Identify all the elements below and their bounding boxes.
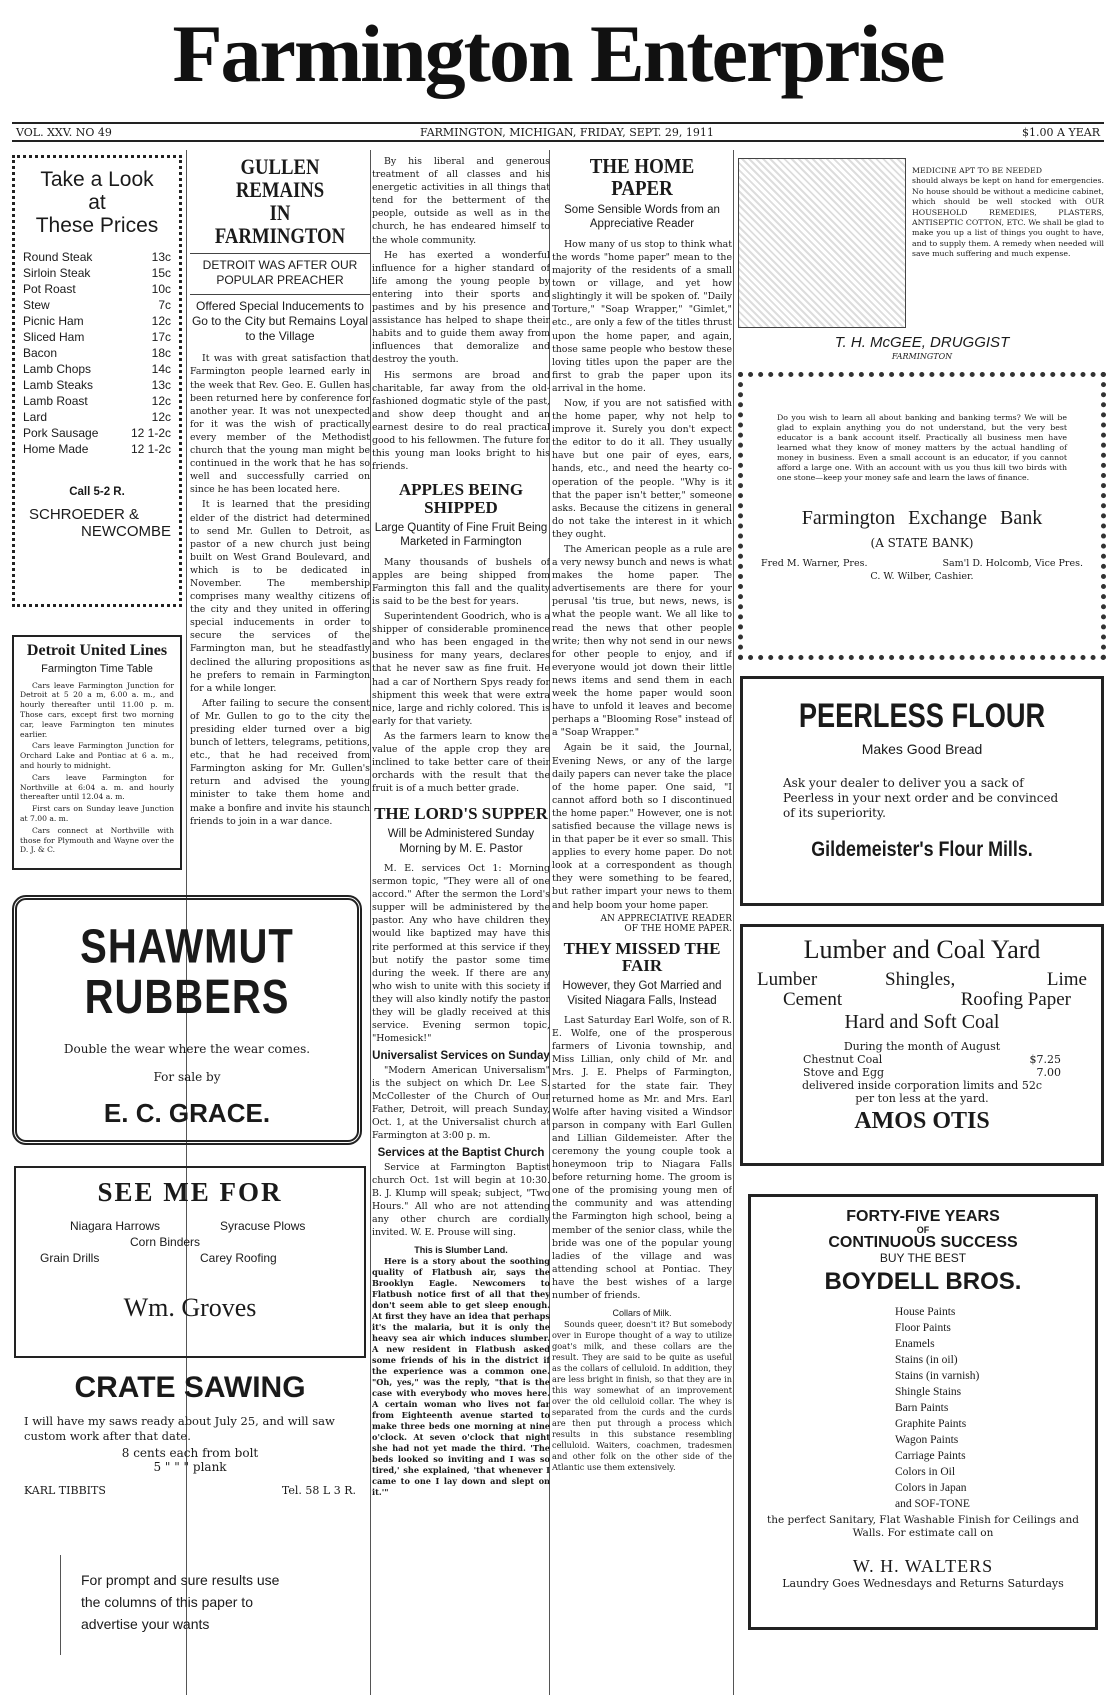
- crate-text: I will have my saws ready about July 25, and will saw custom work after that date.: [24, 1413, 335, 1443]
- gullen-article: [190, 155, 370, 935]
- crate-rate-2: 5 " " " plank: [153, 1459, 227, 1474]
- coal-price-2: 7.00: [1036, 1066, 1061, 1079]
- apples-subtitle: Large Quantity of Fine Fruit Being Marketed in Farmington: [374, 521, 548, 549]
- crate-rate-1: 8 cents each from bolt: [121, 1445, 259, 1460]
- flour-ad: [740, 676, 1104, 910]
- medicine-title: MEDICINE APT TO BE NEEDED: [912, 166, 1042, 175]
- boydell-ad: [748, 1194, 1098, 1634]
- price-item: Bacon: [23, 346, 58, 361]
- prices-title-1: Take a Look: [40, 168, 154, 191]
- article-paragraph: Superintendent Goodrich, who is a shipper of considerable prominence and who has been engaged in the business for many years, declares that he never saw as fine fruit. He had a car of Northern Spys ready for shipment this week that were extra nice, large and richly colored. This is early for that variety.: [372, 611, 550, 727]
- price-item: Stew: [23, 298, 50, 313]
- price-value: 10c: [151, 282, 171, 297]
- article-paragraph: How many of us stop to think what the words "home paper" mean to the majority of the residents of a small town or village, and yet how slightingly it will be spoken of. "Daily Torture," "Soap Wrapper," "Gimlet," etc., are only a few of the titles thrust upon the home paper, and again, those same people who bestow these loving titles upon the paper are the first to grab the paper upon its arrival in the home.: [552, 238, 732, 394]
- detroit-title: Detroit United Lines: [26, 642, 168, 659]
- article-paragraph: Again be it said, the Journal, Evening News, or any of the large daily papers can never take the place of the home paper. One said, "I cannot afford both so I discontinued the home paper." However, one is not satisfied because the village news is in that paper be it ever so small. This applies to every home paper. Do not look at a correspondent as though they were something to be feared, but rather impart your news to them and help boom your home paper.: [552, 742, 732, 911]
- shawmut-dealer: E. C. GRACE.: [103, 1098, 271, 1128]
- gullen-title-2: IN FARMINGTON: [214, 200, 346, 249]
- laundry-notice: Laundry Goes Wednesdays and Returns Saturdays: [782, 1576, 1064, 1590]
- supper-subtitle: Will be Administered Sunday Morning by M. E. Pastor: [387, 828, 535, 855]
- timetable-entry: Cars connect at Northville with those for Plymouth and Wayne over the D. J. & C.: [20, 825, 174, 855]
- milk-title: Collars of Milk.: [612, 1308, 672, 1319]
- boydell-tail: the perfect Sanitary, Flat Washable Finish for Ceilings and Walls. For estimate call on: [766, 1513, 1080, 1539]
- bank-ad: [738, 372, 1106, 664]
- location-date: FARMINGTON, MICHIGAN, FRIDAY, SEPT. 29, 1911: [420, 125, 714, 139]
- fair-title: THEY MISSED THE FAIR: [563, 938, 721, 976]
- price-row: [23, 329, 171, 345]
- price-value: 13c: [151, 378, 171, 393]
- mcgee-ad: [738, 158, 1106, 368]
- price-item: Home Made: [23, 442, 89, 457]
- groves-item: Corn Binders: [130, 1235, 201, 1250]
- column-3: [372, 155, 550, 1700]
- volume-number: VOL. XXV. NO 49: [16, 125, 112, 139]
- price-row: [23, 249, 171, 265]
- article-paragraph: As the farmers learn to know the value of the apple crop they are inclined to take better care of their orchards with the result that the fruit is of a much better grade.: [372, 730, 550, 795]
- signature-line-2: OF THE HOME PAPER.: [624, 923, 732, 934]
- price-value: 12c: [151, 314, 171, 329]
- price-value: 17c: [151, 330, 171, 345]
- article-paragraph: Now, if you are not satisfied with the home paper, why not help to improve it. Surely you don't expect the editor to do it all. They usually have but one pair of eyes, ears, hands, etc., and need the hearty co-operation of the people. "Why is it that the paper isn't better," someone asks. Because the citizens in general do not take the interest in it which they ought.: [552, 397, 732, 540]
- gullen-continued: [372, 155, 550, 473]
- paint-product: Colors in Japan: [895, 1481, 967, 1494]
- prices-ad: [12, 155, 182, 625]
- druggist-town: FARMINGTON: [891, 352, 953, 361]
- flour-mill: Gildemeister's Flour Mills.: [811, 838, 1033, 862]
- price-item: Sliced Ham: [23, 330, 85, 345]
- baptist-body: Service at Farmington Baptist church Oct. 1st will begin at 10:30. B. J. Klump will speak; subject, "Two Hours." All who are not attending any other church are cordially invited. W. E. Prouse will sing.: [372, 1161, 550, 1239]
- crate-tel: Tel. 58 L 3 R.: [281, 1483, 356, 1497]
- paint-product: Stains (in oil): [895, 1353, 958, 1366]
- coal-item: Cement: [783, 989, 843, 1010]
- timetable-entry: Cars leave Farmington Junction for Detroit at 5 20 a m, 6.00 a. m., and hourly thereafter until 11.00 p. m. Those cars, except first two morning car, leave Farmington ten minutes earlier.: [20, 680, 174, 739]
- universalist-body: "Modern American Universalism" is the subject on which Dr. Lee S. McCollester of the Church of Our Father, Detroit, will preach Sunday, Oct. 1, at the Universalist church at Farmington at 3:00 p. m.: [372, 1064, 550, 1142]
- prices-title-2: at: [88, 191, 106, 215]
- call-number: Call 5-2 R.: [69, 486, 125, 499]
- coal-month: During the month of August: [843, 1040, 1001, 1053]
- fair-subtitle: However, they Got Married and Visited Niagara Falls, Instead: [562, 980, 722, 1007]
- coal-item: Lumber: [757, 969, 818, 990]
- paint-product: Barn Paints: [895, 1401, 949, 1414]
- bank-body: Do you wish to learn all about banking and banking terms? We will be glad to explain anything you do not understand, but the very best educator is a bank account itself. Practically all business men have learned what they know of money matters by the actual handling of money in business. Even a small account is an educator, if you cannot afford a large one. With an account with us you thus kill two birds with one stone—keep your money safe and learn the laws of finance.: [777, 413, 1067, 482]
- price-item: Lamb Chops: [23, 362, 92, 377]
- bank-type: (A STATE BANK): [870, 536, 974, 550]
- paint-product: Colors in Oil: [895, 1465, 956, 1478]
- supper-title: THE LORD'S SUPPER: [374, 804, 548, 824]
- supper-body: [372, 862, 550, 1045]
- medicine-body: should always be kept on hand for emergencies. No house should be without a medicine cabinet, which should be well stocked with OUR HOUSEHOLD REMEDIES, PLASTERS, ANTISEPTIC COTTON, ETC. We shall be glad to make you up a list of things you ought to have, and to supply them. A remedy when needed will save much suffering and much expense.: [912, 176, 1104, 259]
- coal-hard-soft: Hard and Soft Coal: [844, 1011, 1000, 1033]
- paint-product: Enamels: [895, 1337, 935, 1350]
- column-4: [552, 155, 732, 1700]
- paint-product: and SOF-TONE: [895, 1497, 970, 1510]
- paint-product: Floor Paints: [895, 1321, 951, 1334]
- signature-line-1: AN APPRECIATIVE READER: [600, 913, 732, 924]
- crate-sawing-ad: [14, 1370, 366, 1525]
- price-item: Picnic Ham: [23, 314, 84, 329]
- coal-note: delivered inside corporation limits and 52c per ton less at the yard.: [802, 1079, 1042, 1105]
- firm-name-2: NEWCOMBE: [81, 522, 171, 540]
- price-row: [23, 393, 171, 409]
- paint-dealer: W. H. WALTERS: [852, 1555, 994, 1576]
- baptist-title: Services at the Baptist Church: [377, 1147, 545, 1160]
- apples-title: APPLES BEING SHIPPED: [398, 480, 524, 518]
- price-row: [23, 441, 171, 457]
- boydell-line-3: CONTINUOUS SUCCESS: [828, 1234, 1018, 1252]
- price-item: Lard: [23, 410, 48, 425]
- price-value: 14c: [151, 362, 171, 377]
- flour-subtitle: Makes Good Bread: [861, 740, 983, 757]
- column-rule: [733, 150, 734, 1695]
- coal-item: Lime: [1046, 969, 1087, 990]
- crate-title: CRATE SAWING: [74, 1371, 306, 1404]
- article-paragraph: Many thousands of bushels of apples are being shipped from Farmington this fall and the quality is said to be the best for years.: [372, 556, 550, 607]
- price-value: 13c: [151, 250, 171, 265]
- price-item: Lamb Steaks: [23, 378, 94, 393]
- groves-item: Grain Drills: [40, 1251, 100, 1266]
- price-list: [23, 249, 171, 457]
- price-value: 12 1-2c: [130, 426, 171, 441]
- druggist-name: T. H. McGEE, DRUGGIST: [834, 334, 1010, 351]
- slumber-body: Here is a story about the soothing quality of Flatbush air, says the Brooklyn Eagle. Newcomers to Flatbush notice first of all that they don't seem able to get sleep enough. At first they have an idea that perhaps it's the malaria, but it is only the heavy sea air which induces slumber. A new resident in Flatbush asked some friends of his in the district if the experience was a common one. "Oh, yes," was the reply, "that is the case with everybody who moves here. A certain woman who lives not far from Eighteenth avenue started to make three beds one morning at nine o'clock. At seven o'clock that night she had not yet made the third. 'The beds looked so inviting and I was so tired,' she explained, 'that whenever I came to one I lay down and slept on it.'": [372, 1256, 550, 1498]
- price-value: 18c: [151, 346, 171, 361]
- price-row: [23, 409, 171, 425]
- bank-vice-president: Sam'l D. Holcomb, Vice Pres.: [942, 558, 1083, 569]
- groves-item: Niagara Harrows: [70, 1219, 161, 1234]
- price-row: [23, 377, 171, 393]
- article-paragraph: It is learned that the presiding elder of the district had determined to send Mr. Gullen to Detroit, as pastor of a new church just being built on West Grand Boulevard, and which is to be dedicated in November. The membership comprises many wealthy citizens of the city and they united in offering special inducements in order to secure the services of the Farmington man, but he steadfastly declined the alluring propositions as he prefers to remain in Farmington for a while longer.: [190, 499, 370, 694]
- dateline: [12, 122, 1104, 142]
- article-paragraph: It was with great satisfaction that Farmington people learned early in the week that Rev. Geo. E. Gullen has been returned here by conference for another year. It was not unexpected for it was the wish of practically every member of the Methodist church that the young man might be continued in the work that he has so well and successfully carried on since he has been located here.: [190, 353, 370, 496]
- timetable-entry: First cars on Sunday leave Junction at 7.00 a. m.: [20, 804, 174, 823]
- coal-item: Shingles,: [885, 969, 956, 990]
- pharmacist-illustration: [738, 158, 906, 328]
- gullen-subtitle-2: Offered Special Inducements to Go to the City but Remains Loyal to the Village: [190, 294, 370, 344]
- boydell-line-2: OF: [916, 1224, 930, 1235]
- detroit-lines-ad: [12, 635, 182, 875]
- boydell-name: BOYDELL BROS.: [824, 1267, 1022, 1295]
- universalist-title: Universalist Services on Sunday: [372, 1050, 550, 1063]
- price-value: 12c: [151, 410, 171, 425]
- paint-product: Wagon Paints: [895, 1433, 959, 1446]
- shawmut-title: SHAWMUT RUBBERS: [80, 920, 294, 1024]
- fair-body: Last Saturday Earl Wolfe, son of R. E. Wolfe, one of the prosperous farmers of Livonia township, and Miss Lillian, only child of Mr. and Mrs. J. E. Phelps of Farmington, started for the state fair. They returned home as Mr. and Mrs. Earl Wolfe after having visited a Windsor parson in company with Earl Gullen and Lillian Gildemeister. After the ceremony the young couple took a honeymoon trip to Niagara Falls before returning home. The groom is one of the promising young men of the community and was attending the Farmington high school, being a member of the senior class, while the bride was one of the popular young ladies of the village and was attending school at Pontiac. They have the best wishes of a large number of friends.: [552, 1015, 732, 1302]
- coal-item: Roofing Paper: [960, 989, 1071, 1010]
- shawmut-line: Double the wear where the wear comes.: [63, 1042, 311, 1056]
- boydell-line-1: FORTY-FIVE YEARS: [846, 1208, 1000, 1225]
- boydell-line-4: BUY THE BEST: [879, 1251, 967, 1266]
- coal-title: Lumber and Coal Yard: [803, 935, 1041, 964]
- price-row: [23, 425, 171, 441]
- groves-ad: [14, 1166, 366, 1361]
- paint-product: House Paints: [895, 1305, 956, 1318]
- price-row: [23, 361, 171, 377]
- prices-title-3: These Prices: [35, 214, 159, 238]
- coal-product-1: Chestnut Coal: [803, 1053, 883, 1066]
- coal-dealer: AMOS OTIS: [854, 1108, 990, 1134]
- home-paper-title: THE HOME PAPER: [589, 155, 695, 201]
- coal-price-1: $7.25: [1029, 1053, 1061, 1066]
- timetable: [20, 681, 174, 856]
- firm-name-1: SCHROEDER &: [29, 505, 140, 523]
- timetable-entry: Cars leave Farmington Junction for Orchard Lake and Pontiac at 6 a. m., and hourly to midnight.: [20, 741, 174, 770]
- groves-name: Wm. Groves: [123, 1293, 257, 1323]
- price-item: Pork Sausage: [23, 426, 99, 441]
- price-row: [23, 265, 171, 281]
- home-paper-subtitle: Some Sensible Words from an Appreciative Reader: [564, 204, 720, 231]
- price-item: Pot Roast: [23, 282, 76, 297]
- gullen-title-1: GULLEN REMAINS: [235, 155, 325, 203]
- price-item: Sirloin Steak: [23, 266, 91, 281]
- coal-yard-ad: [740, 924, 1104, 1170]
- article-paragraph: M. E. services Oct 1: Morning sermon topic, "They were all of one accord." After the sermon the Lord's supper will be administered by the pastor. Any who have children they would like baptized may have this rite performed at this service if they but notify the pastor some time during the week. If there are any who wish to unite with this society if they will also kindly notify the pastor they will be gladly received at this service. Evening sermon topic, "Homesick!": [372, 862, 550, 1045]
- column-rule: [370, 150, 371, 1695]
- timetable-entry: Cars leave Farmington for Northville at 6:04 a. m. and hourly thereafter until 12.04 a. m.: [20, 772, 174, 802]
- paint-product: Shingle Stains: [895, 1385, 962, 1398]
- subscription-price: $1.00 A YEAR: [1022, 125, 1100, 139]
- price-value: 15c: [151, 266, 171, 281]
- price-item: Round Steak: [23, 250, 93, 265]
- gullen-body: [190, 352, 370, 827]
- price-value: 12 1-2c: [130, 442, 171, 457]
- price-value: 7c: [158, 298, 171, 313]
- home-paper-body: [552, 238, 732, 912]
- bank-cashier: C. W. Wilber, Cashier.: [870, 571, 974, 582]
- want-ad-notice: For prompt and sure results use the columns of this paper to advertise your wants: [60, 1555, 300, 1655]
- article-paragraph: The American people as a rule are a very newsy bunch and news is what makes the home paper. The advertisements are there for your perusal 'tis true, but news, news, is what the people want. We all like to read the news that other people write; then why not send in our news for other people to enjoy, and if everyone would jot down their little news items and send them in each week the home paper would soon have to unfold it leaves and become perhaps a "Blooming Rose" instead of a "Soap Wrapper.": [552, 544, 732, 739]
- price-row: [23, 297, 171, 313]
- bank-president: Fred M. Warner, Pres.: [761, 558, 868, 569]
- groves-item: Syracuse Plows: [220, 1219, 306, 1234]
- apples-body: [372, 556, 550, 796]
- masthead: [0, 0, 1116, 118]
- price-row: [23, 313, 171, 329]
- paint-product: Carriage Paints: [895, 1449, 966, 1462]
- price-row: [23, 281, 171, 297]
- price-row: [23, 345, 171, 361]
- shawmut-sale: For sale by: [153, 1070, 221, 1084]
- groves-title: SEE ME FOR: [97, 1177, 283, 1207]
- coal-product-2: Stove and Egg: [803, 1066, 885, 1079]
- article-paragraph: After failing to secure the consent of Mr. Gullen to go to the city the presiding elder turned over a big bunch of letters, telegrams, petitions, etc., that he had received from Farmington asking for Mr. Gullen's return and advised the young minister to take them home and make a bonfire and invite his staunch friends to join in a war dance.: [190, 697, 370, 827]
- flour-title: PEERLESS FLOUR: [798, 697, 1046, 735]
- crate-owner: KARL TIBBITS: [24, 1483, 106, 1497]
- article-paragraph: He has exerted a wonderful influence for a higher standard of life among the young people by entering into their sports and pastimes and by his presence and assistance has helped to shape their habits and to guide them away from influences that demoralize and destroy the youth.: [372, 249, 550, 366]
- article-paragraph: His sermons are broad and charitable, far away from the old-fashioned dogmatic style of the past, and show deep thought and an earnest desire to do real practical good to his fellowmen. The future for this young man looks bright to his friends.: [372, 369, 550, 473]
- bank-name: Farmington Exchange Bank: [801, 507, 1043, 529]
- article-paragraph: By his liberal and generous treatment of all classes and his energetic activities in all things that tend for the betterment of the people, outside as well as in the church, he has endeared himself to the whole community.: [372, 156, 550, 246]
- price-item: Lamb Roast: [23, 394, 88, 409]
- gullen-subtitle-1: DETROIT WAS AFTER OUR POPULAR PREACHER: [190, 253, 370, 288]
- paint-product-list: [765, 1304, 1081, 1512]
- groves-item: Carey Roofing: [200, 1251, 277, 1266]
- price-value: 12c: [151, 394, 171, 409]
- milk-body: Sounds queer, doesn't it? But somebody over in Europe thought of a way to utilize goat's milk, and these collars are the result. They are said to be quite as useful as the collars of celluloid. In addition, they are less bright in finish, so that they are in this way somewhat of an improvement over the old celluloid collar. The whey is separated from the curds and the curds are then put through a process which results in this substance resembling celluloid. Waiters, coachmen, tradesmen and other folk on the other side of the Atlantic use them extensively.: [552, 1319, 732, 1473]
- paint-product: Graphite Paints: [895, 1417, 967, 1430]
- flour-body: Ask your dealer to deliver you a sack of Peerless in your next order and be convinced of its superiority.: [783, 776, 1059, 821]
- slumber-title: This is Slumber Land.: [414, 1245, 508, 1256]
- paint-product: Stains (in varnish): [895, 1369, 980, 1382]
- newspaper-title: Farmington Enterprise: [172, 8, 944, 99]
- detroit-subtitle: Farmington Time Table: [41, 662, 153, 675]
